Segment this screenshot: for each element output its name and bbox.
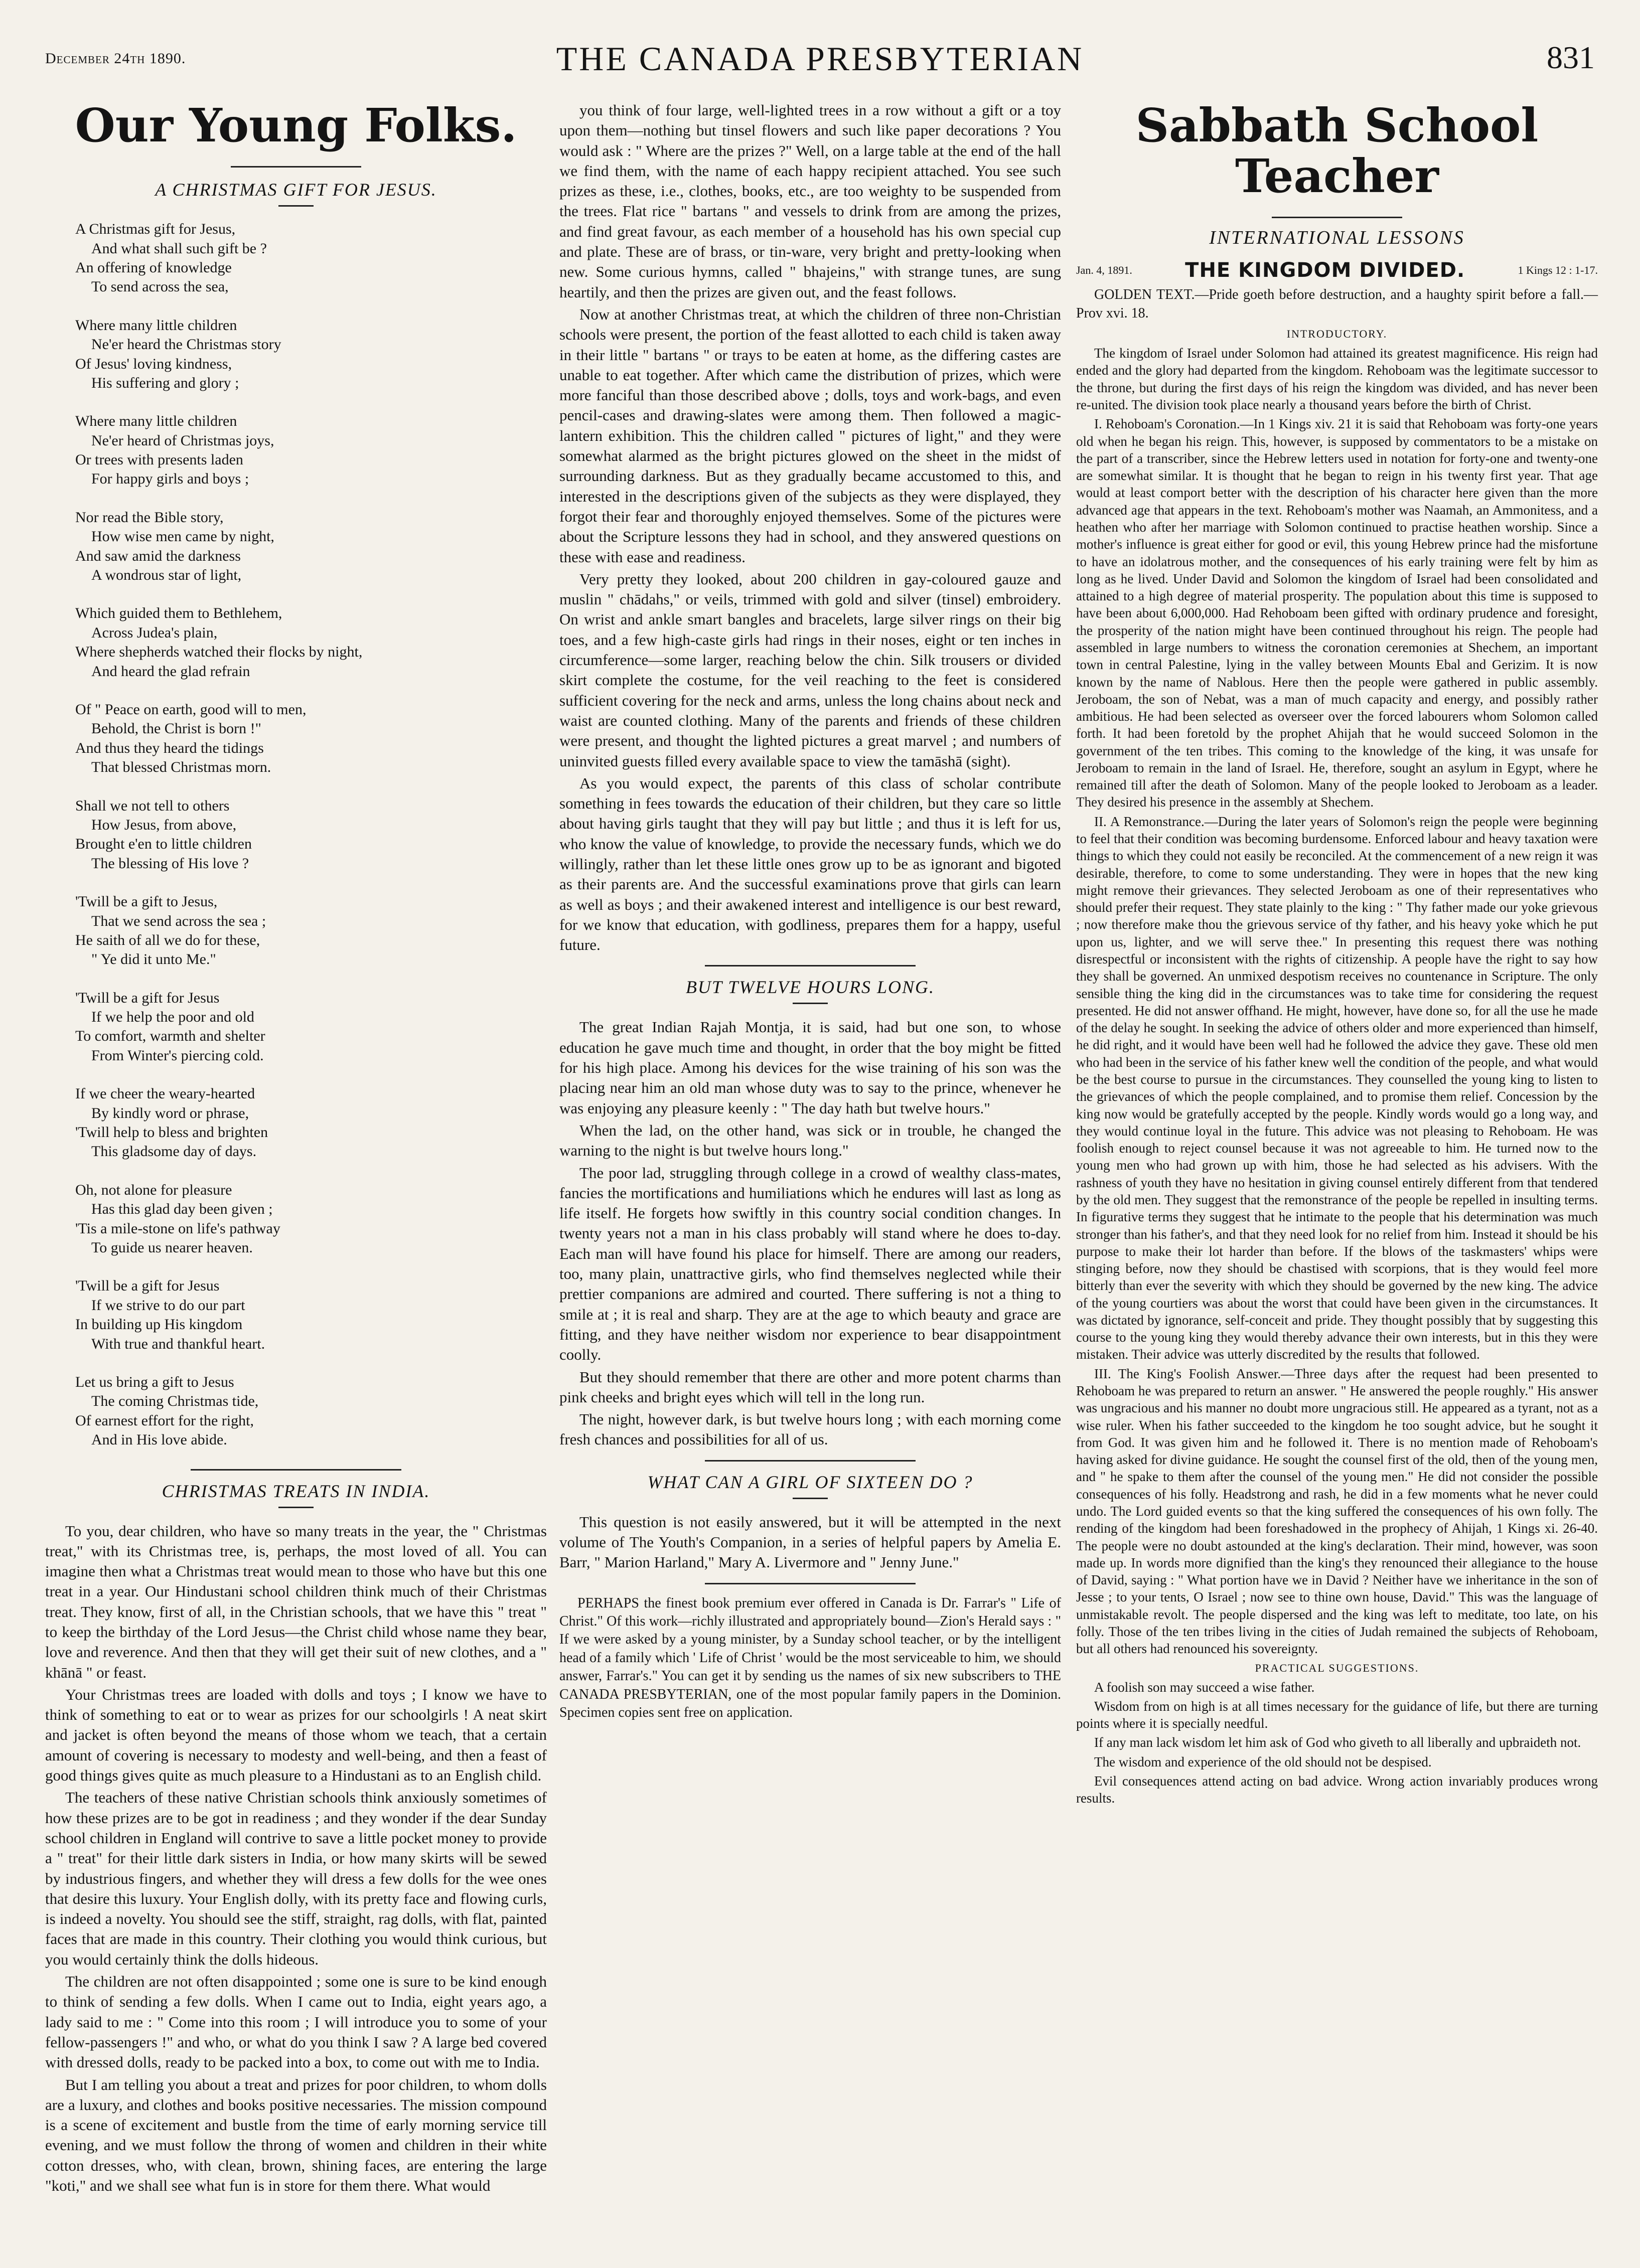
poem-stanza	[75, 1181, 547, 1258]
poem-stanza	[75, 316, 547, 393]
paragraph: To you, dear children, who have so many treats in the year, the " Christmas treat," with its Christmas tree, is, perhaps, the most loved of all. You can imagine then what a Christmas treat would mean to those who have but this one treat in a year. Our Hindustani school children think much of their Christmas treat. They know, first of all, in the Christian schools, that we have this " treat " to keep the birthday of the Lord Jesus—the Christ child whose name they bear, love and reverence. And then that they will get their suit of new clothes, and a " khānā " or feast.	[45, 1522, 547, 1681]
paragraph: II. A Remonstrance.—During the later years of Solomon's reign the people were beginning to feel that their condition was becoming burdensome. Enforced labour and heavy taxation were things to which they could not easily be reconciled. At the commencement of a new reign it was desirable, therefore, to come to some understanding. They were in hopes that the new king might remove their grievances. They selected Jeroboam as one of their representatives who should prefer their request. They state plainly to the king : " Thy father made our yoke grievous ; now therefore make thou the grievous service of thy father, and his heavy yoke which he put upon us, lighter, and we will serve thee." In presenting this request there was nothing disrespectful or inconsistent with the rights of citizenship. A people have the right to say how they shall be governed. An unmixed despotism receives no countenance in Scripture. The only sensible thing the king did in the circumstances was to take time for considering the request presented. He did not answer offhand. He might, however, have done so, for all the use he made of the delay he sought. In seeking the advice of others older and more experienced than himself, he did right, and it would have been well had he followed the advice they gave. These old men who had been in the service of his father knew well the condition of the people, and what would be the best course to pursue in the circumstances. They counselled the young king to listen to the grievances of which the people complained, and to promise them relief. Concession by the king now would be gratefully accepted by the people. Kindly words would go a long way, and they would continue loyal in the future. This advice was not pleasing to Rehoboam. He was foolish enough to reject counsel because it was not agreeable to him. He turned now to the young men who had grown up with him, those he had selected as his advisers. With the rashness of youth they have no hesitation in giving counsel entirely different from that tendered by the old men. They suggest that the remonstrance of the people be repelled in insulting terms. In figurative terms they suggest that he intimate to the people that his determination was much stronger than his father's, and that they need look for no relief from him. Instead it should be his purpose to make their lot harder than before. If the blows of the taskmasters' whips were stinging before, now they should be chastised with scorpions, that is they would feel more bitterly than ever the severity with which they should be governed by the new king. The advice of the young courtiers was about the worst that could have been given in the circumstances. It was dictated by ignorance, self-conceit and pride. They thought possibly that by suggesting this course to the young king they would thereby advance their own interests, but in this they were mistaken. Their advice was utterly discredited by the results that followed.	[1076, 814, 1598, 1362]
lessons-banner: INTERNATIONAL LESSONS	[1209, 227, 1465, 249]
poem-line: How wise men came by night,	[91, 528, 274, 545]
poem-line: From Winter's piercing cold.	[91, 1047, 264, 1064]
poem-stanza	[75, 604, 547, 681]
note-title: WHAT CAN A GIRL OF SIXTEEN DO ?	[647, 1472, 973, 1492]
poem-stanza	[75, 412, 547, 489]
paragraph: A foolish son may succeed a wise father.	[1094, 1679, 1315, 1695]
short-rule	[278, 1507, 314, 1508]
poem-line: Behold, the Christ is born !"	[91, 720, 261, 737]
poem-line: That blessed Christmas morn.	[91, 759, 271, 776]
poem-line: His suffering and glory ;	[91, 374, 239, 391]
story-body	[559, 1017, 1061, 1449]
paragraph: Wisdom from on high is at all times necessary for the guidance of life, but there are turning points where it is specially needful.	[1076, 1698, 1598, 1731]
poem-line: By kindly word or phrase,	[91, 1104, 249, 1121]
introductory-heading: INTRODUCTORY.	[1286, 328, 1388, 341]
paragraph: Your Christmas trees are loaded with dolls and toys ; I know we have to think of something to eat or to wear as prizes for our schoolgirls ! A neat skirt and jacket is often beyond the means of those whom we teach, that a certain amount of covering is necessary to modesty and well-being, and then a feast of good things gives quite as much pleasure to a Hindustani as to an English child.	[45, 1685, 547, 1785]
poem-line: And saw amid the darkness	[75, 547, 241, 564]
poem-line: In building up His kingdom	[75, 1316, 243, 1333]
practical-heading: PRACTICAL SUGGESTIONS.	[1255, 1661, 1419, 1674]
poem-line: 'Twill be a gift for Jesus	[75, 989, 220, 1006]
page-number: 831	[1547, 40, 1595, 75]
golden-text: GOLDEN TEXT.—Pride goeth before destruction, and a haughty spirit before a fall.—Prov xvi. 18.	[1076, 287, 1598, 321]
poem-stanza	[75, 220, 547, 297]
poem-line: To guide us nearer heaven.	[91, 1239, 253, 1256]
poem-line: Or trees with presents laden	[75, 451, 243, 468]
lesson-reference: 1 Kings 12 : 1-17.	[1518, 264, 1598, 277]
poem-line: He saith of all we do for these,	[75, 931, 260, 948]
poem-line: Of Jesus' loving kindness,	[75, 355, 232, 372]
poem-line: Where many little children	[75, 413, 237, 430]
poem-line: This gladsome day of days.	[91, 1143, 257, 1160]
story-title: BUT TWELVE HOURS LONG.	[685, 977, 935, 998]
poem-stanza	[75, 892, 547, 969]
paragraph: Very pretty they looked, about 200 children in gay-coloured gauze and muslin " chādahs," or veils, trimmed with gold and silver (tinsel) embroidery. On wrist and ankle smart bangles and bracelets, large silver rings on their big toes, and a few high-caste girls had rings in their noses, eight or ten inches in circumference—some larger, reaching below the chin. Silk trousers or divided skirt complete the costume, for the veil reaching to the feet is considered sufficient covering for the neck and arms, unless the long chains about neck and waist are counted clothing. Many of the parents and friends of these children were present, and thought the lighted pictures a great marvel ; and numbers of uninvited guests filled every available space to view the tamāshā (sight).	[559, 570, 1061, 770]
paragraph: The kingdom of Israel under Solomon had attained its greatest magnificence. His reign had ended and the glory had departed from the kingdom. Rehoboam was the legitimate successor to the throne, but during the first days of his reign the kingdom was divided, and has never been re-united. The division took place nearly a thousand years before the birth of Christ.	[1076, 346, 1598, 412]
paragraph: I. Rehoboam's Coronation.—In 1 Kings xiv. 21 it is said that Rehoboam was forty-one years old when he began his reign. This, however, is supposed by commentators to be a mistake on the part of a transcriber, since the Hebrew letters used in notation for forty-one and twenty-one are somewhat similar. It is thought that he began to reign in his twenty first year. That age would at least comport better with the description of his character here given than the more advanced age that appears in the text. Rehoboam's mother was Naamah, an Ammonitess, and a heathen who after her marriage with Solomon continued to practise heathen worship. Since a mother's influence is great either for good or evil, this young Hebrew prince had the misfortune to have an idolatrous mother, and the consequences of his early training were felt by him as long as he lived. Under David and Solomon the kingdom of Israel had been consolidated and attained to a high degree of material prosperity. The population about this time is supposed to have been about 6,000,000. Had Rehoboam been gifted with ordinary prudence and foresight, the prosperity of the nation might have been continued throughout his reign. The people had assembled in large numbers to witness the coronation ceremonies at Shechem, an important town in central Palestine, lying in the valley between Mounts Ebal and Gerizim. It is now known by the name of Nablous. Here then the people were gathered in public assembly. Jeroboam, the son of Nebat, was a man of much capacity and energy, and possibly rather ambitious. He had been selected as overseer over the forced labourers whom Solomon called forth. It had been foretold by the prophet Ahijah that he would succeed Solomon in the government of the ten tribes. This coming to the knowledge of the king, it was unsafe for Jeroboam to remain in the land of Israel. He, therefore, sought an asylum in Egypt, where he remained till after the death of Solomon. Many of the people looked to Jeroboam as a leader. They desired his presence in the assembly at Shechem.	[1076, 416, 1598, 810]
poem-line: An offering of knowledge	[75, 259, 232, 276]
column-one	[45, 100, 547, 2198]
poem-line: Where many little children	[75, 316, 237, 334]
poem-title: A CHRISTMAS GIFT FOR JESUS.	[155, 180, 437, 200]
poem-line: Has this glad day been given ;	[91, 1201, 273, 1218]
divider	[191, 1469, 401, 1471]
paragraph: Evil consequences attend acting on bad advice. Wrong action invariably produces wrong results.	[1076, 1773, 1598, 1806]
column-two	[559, 100, 1061, 1722]
lesson-date: Jan. 4, 1891.	[1076, 264, 1132, 277]
poem-line: Of earnest effort for the right,	[75, 1412, 254, 1429]
poem-stanza	[75, 1084, 547, 1162]
short-rule	[793, 1003, 828, 1004]
poem-stanza	[75, 989, 547, 1066]
poem-line: Oh, not alone for pleasure	[75, 1181, 232, 1198]
poem-line: The coming Christmas tide,	[91, 1393, 259, 1410]
poem-line: The blessing of His love ?	[91, 855, 249, 872]
poem-line: 'Tis a mile-stone on life's pathway	[75, 1220, 280, 1237]
paragraph: The great Indian Rajah Montja, it is said, had but one son, to whose education he gave much time and thought, in order that the boy might be fitted for his high place. Among his devices for the wise training of his son was the placing near him an old man whose duty was to say to the prince, whenever he was enjoying any pleasure keenly : " The day hath but twelve hours."	[559, 1018, 1061, 1117]
section-title-young-folks: Our Young Folks.	[75, 98, 517, 152]
poem-line: A Christmas gift for Jesus,	[75, 221, 236, 238]
short-rule	[278, 205, 314, 207]
poem-line: Which guided them to Bethlehem,	[75, 605, 282, 622]
paragraph: III. The King's Foolish Answer.—Three days after the request had been presented to Rehoboam he was prepared to return an answer. " He answered the people roughly." His answer was ungracious and his manner no doubt more ungracious still. He appeared as a tyrant, not as a wise ruler. When his father succeeded to the kingdom he too sought advice, but he sought it from God. It was given him and he followed it. There is no mention made of Rehoboam's having asked for divine guidance. He sought the counsel first of the old, then of the young men, and " he spake to them after the counsel of the young men." He did not consider the possible consequences of his folly. Headstrong and rash, he did in a few moments what he never could undo. The Lord guided events so that the king suffered the consequences of his own folly. The rending of the kingdom had been foreshadowed in the prophecy of Ahijah, 1 Kings xi. 26-40. The people were no doubt astounded at the king's declaration. Their mind, however, was soon made up. In words more dignified than the king's they renounced their allegiance to the house of David, saying : " What portion have we in David ? Neither have we inheritance in the son of Jesse ; to your tents, O Israel ; now see to thine own house, David." This was the language of unmistakable revolt. The people dispersed and the king was left to meditate, too late, on his folly. Those of the ten tribes living in the cities of Judah remained the subjects of Rehoboam, but all others had renounced his sovereignty.	[1076, 1366, 1598, 1657]
poem-line: Where shepherds watched their flocks by night,	[75, 643, 363, 661]
poem-line: A wondrous star of light,	[91, 567, 242, 584]
poem-line: Shall we not tell to others	[75, 797, 230, 814]
poem-line: With true and thankful heart.	[91, 1335, 265, 1352]
section-title-sabbath-school: Sabbath School Teacher	[1135, 98, 1539, 204]
paragraph: The poor lad, struggling through college in a crowd of wealthy class-mates, fancies the mortifications and humiliations which he endures will last as long as life itself. He forgets how swiftly in this country social condition changes. In twenty years not a man in his class probably will stand where he does to-day. Each man will have found his place for himself. There are among our readers, too, many plain, unattractive girls, who find themselves neglected while their prettier companions are admired and courted. There suffering is not a thing to smile at ; it is real and sharp. They are at the age to which beauty and grace are fitting, and they have neither wisdom nor experience to bear disappointment coolly.	[559, 1164, 1061, 1364]
poem-line: If we cheer the weary-hearted	[75, 1085, 255, 1102]
poem-line: 'Twill help to bless and brighten	[75, 1124, 268, 1141]
poem-line: To comfort, warmth and shelter	[75, 1028, 265, 1045]
poem-line: Across Judea's plain,	[91, 624, 218, 641]
paragraph: Now at another Christmas treat, at which the children of three non-Christian schools were present, the portion of the feast allotted to each child is taken away in their little " bartans " or trays to be eaten at home, as the differing castes are unable to eat together. After which came the distribution of prizes, which were more fanciful than those described above ; dolls, toys and work-bags, and even pencil-cases and drawing-slates were among them. Then followed a magic-lantern exhibition. This the children called " pictures of light," and they were somewhat alarmed as the bright pictures glowed on the sheet in the midst of surrounding darkness. But as they gradually became accustomed to this, and interested in the descriptions given of the subjects as they were displayed, they forgot their fear and thoroughly enjoyed themselves. Some of the pictures were about the Scripture lessons they had in school, and they answered questions on these with ease and readiness.	[559, 305, 1061, 566]
column-three	[1076, 100, 1598, 1809]
poem-line: To send across the sea,	[91, 278, 229, 295]
practical-suggestions	[1076, 1679, 1598, 1807]
poem-line: 'Twill be a gift for Jesus	[75, 1277, 220, 1294]
divider	[705, 1460, 916, 1462]
paragraph: When the lad, on the other hand, was sick or in trouble, he changed the warning to the night is but twelve hours long."	[559, 1121, 1061, 1160]
paragraph: The teachers of these native Christian schools think anxiously sometimes of how these prizes are to be got in readiness ; and they wonder if the dear Sunday school children in England will contrive to save a little pocket money to provide a " treat" for their little dark sisters in India, or how many skirts will be sewed by industrious fingers, and whether they will dress a few dolls for the wee ones that desire this luxury. Your English dolly, with its pretty face and flowing curls, is indeed a novelty. You should see the stiff, straight, rag dolls, with flat, painted faces that are made in this country. Their clothing you would think curious, but you would certainly think the dolls hideous.	[45, 1789, 547, 1968]
book-premium-notice: PERHAPS the finest book premium ever offered in Canada is Dr. Farrar's " Life of Christ." Of this work—richly illustrated and appropriately bound—Zion's Herald says : " If we were asked by a young minister, by a Sunday school teacher, or by the intelligent head of a family which ' Life of Christ ' would be the most serviceable to him, we should answer, Farrar's." You can get it by sending us the names of six new subscribers to THE CANADA PRESBYTERIAN, one of the most popular family papers in the Dominion. Specimen copies sent free on application.	[559, 1595, 1061, 1720]
paragraph: This question is not easily answered, but it will be attempted in the next volume of The Youth's Companion, in a series of helpful papers by Amelia E. Barr, " Marion Harland," Mary A. Livermore and " Jenny June."	[559, 1513, 1061, 1571]
paragraph: If any man lack wisdom let him ask of God who giveth to all liberally and upbraideth not.	[1094, 1735, 1581, 1750]
publication-title: THE CANADA PRESBYTERIAN	[556, 40, 1084, 78]
poem-stanza	[75, 1276, 547, 1354]
poem-line: And what shall such gift be ?	[91, 240, 267, 257]
paragraph: The night, however dark, is but twelve hours long ; with each morning come fresh chances and possibilities for all of us.	[559, 1410, 1061, 1448]
issue-date: December 24th 1890.	[45, 50, 186, 67]
poem-line: 'Twill be a gift to Jesus,	[75, 893, 218, 910]
poem-line: If we strive to do our part	[91, 1297, 245, 1314]
divider	[705, 965, 916, 966]
poem-stanza	[75, 508, 547, 585]
lesson-title: THE KINGDOM DIVIDED.	[1185, 259, 1465, 282]
poem-stanza	[75, 796, 547, 874]
paragraph: The wisdom and experience of the old should not be despised.	[1094, 1754, 1432, 1769]
section-rule	[1076, 212, 1598, 221]
poem-line: Ne'er heard the Christmas story	[91, 336, 281, 353]
lesson-heading	[1076, 259, 1598, 282]
poem-line: And in His love abide.	[91, 1431, 227, 1448]
note-body	[559, 1512, 1061, 1573]
article-body	[45, 1521, 547, 2196]
paragraph: But they should remember that there are other and more potent charms than pink cheeks and bright eyes which will tell in the long run.	[559, 1368, 1061, 1406]
poem-stanza	[75, 700, 547, 777]
poem-line: Of " Peace on earth, good will to men,	[75, 701, 307, 718]
poem-line: If we help the poor and old	[91, 1009, 254, 1026]
poem-line: That we send across the sea ;	[91, 912, 266, 929]
poem	[75, 220, 547, 1449]
section-rule	[45, 161, 547, 170]
article-title: CHRISTMAS TREATS IN INDIA.	[162, 1481, 430, 1501]
paragraph: you think of four large, well-lighted trees in a row without a gift or a toy upon them—nothing but tinsel flowers and such like paper decorations ? You would ask : " Where are the prizes ?" Well, on a large table at the end of the hall we find them, with the name of each happy recipient attached. You see such prizes as these, i.e., clothes, books, etc., are too weighty to be suspended from the trees. Flat rice " bartans " and vessels to drink from are among the prizes, and find great favour, as each member of a household has his own special cup and plate. These are of brass, or tin-ware, very bright and pretty-looking when new. Some curious hymns, called " bhajeins," with strange tunes, are sung heartily, and then the prizes are given out, and the feast follows.	[559, 101, 1061, 301]
poem-line: And heard the glad refrain	[91, 663, 250, 680]
short-rule	[793, 1498, 828, 1499]
paragraph: As you would expect, the parents of this class of scholar contribute something in fees towards the education of their children, but they care so little about having girls taught that they will pay but little ; and thus it is left for us, who know the value of knowledge, to provide the necessary funds, which we do willingly, rather than let these little ones grow up to be as ignorant and bigoted as their parents are. And the successful examinations prove that girls can learn as well as boys ; and their awakened interest and intelligence is our best reward, for we know that education, with godliness, prepares them for a happy, useful future.	[559, 774, 1061, 954]
poem-line: Let us bring a gift to Jesus	[75, 1373, 234, 1390]
article-continued	[559, 100, 1061, 955]
poem-line: Nor read the Bible story,	[75, 509, 224, 526]
poem-line: Brought e'en to little children	[75, 836, 252, 853]
poem-line: And thus they heard the tidings	[75, 739, 264, 756]
poem-line: How Jesus, from above,	[91, 816, 237, 833]
paragraph: But I am telling you about a treat and prizes for poor children, to whom dolls are a luxury, and clothes and books positive necessaries. The mission compound is a scene of excitement and bustle from the time of early morning service till evening, and we must follow the throng of women and children in their white cotton dresses, who, with clean, brown, shining faces, are entering the large "koti," and we shall see what fun is in store for them there. What would	[45, 2075, 547, 2194]
divider	[705, 1583, 916, 1584]
paragraph: The children are not often disappointed ; some one is sure to be kind enough to think of sending a few dolls. When I came out to India, eight years ago, a lady said to me : " Come into this room ; I will introduce you to some of your fellow-passengers !" and who, or what do you think I saw ? A large bed covered with dressed dolls, ready to be packed into a box, to come out with me to India.	[45, 1973, 547, 2071]
poem-stanza	[75, 1373, 547, 1450]
poem-line: For happy girls and boys ;	[91, 470, 249, 488]
lesson-body	[1076, 345, 1598, 1657]
poem-line: Ne'er heard of Christmas joys,	[91, 432, 274, 449]
poem-line: " Ye did it unto Me."	[91, 951, 216, 968]
